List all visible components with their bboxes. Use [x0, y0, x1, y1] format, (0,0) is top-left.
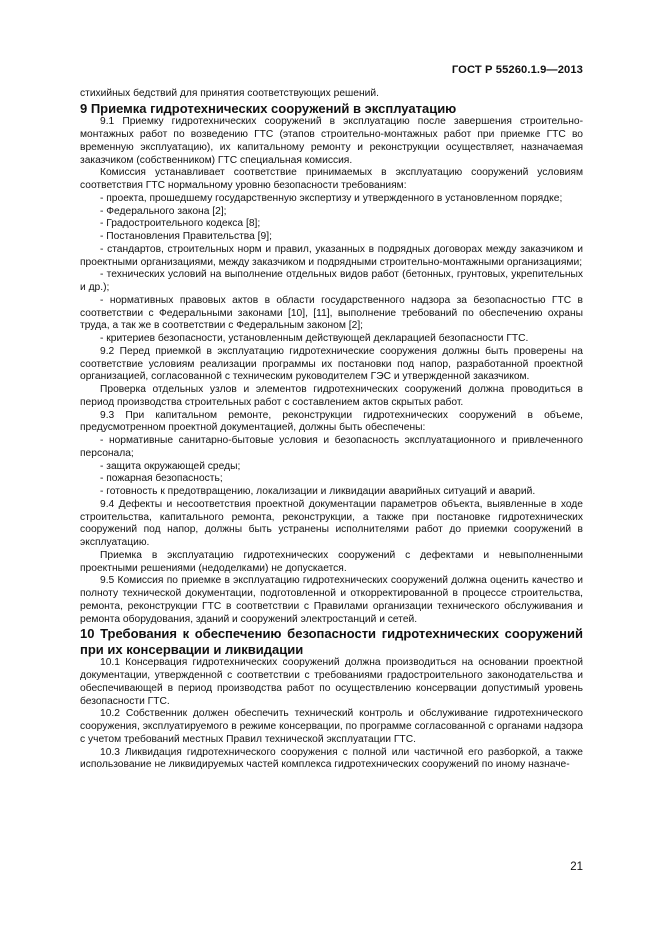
paragraph: Приемка в эксплуатацию гидротехнических сооружений с дефектами и невыполненными проектными решениями (недоделками) не допускается. — [80, 549, 583, 574]
list-item: - нормативные санитарно-бытовые условия и безопасность эксплуатационного и привлеченного персонала; — [80, 435, 583, 459]
paragraph: Комиссия устанавливает соответствие принимаемых в эксплуатацию сооружений условиям соответствия ГТС нормальному уровню безопасности требованиям: — [80, 167, 583, 191]
list-item: - проекта, прошедшему государственную экспертизу и утвержденного в установленном порядке; — [100, 192, 563, 204]
paragraph: 9.1 Приемку гидротехнических сооружений в эксплуатацию после завершения строительно-монтажных работ по возведению ГТС (этапов строительно-монтажных работ при приемке ГТС во временную эксплуатацию), их капитальному ремонту и реконструкции осуществляет, назначаемая заказчиком (собственником) ГТС специальная комиссия. — [80, 116, 583, 166]
paragraph: 9.5 Комиссия по приемке в эксплуатацию гидротехнических сооружений должна оценить качество и полноту технической документации, подготовленной и откорректированной в процессе строительства, ремонта, реконструкции ГТС в соответствии с Правилами организации технического обслуживания и ремонта оборудования, зданий и сооружений электростанций и сетей. — [80, 575, 583, 625]
paragraph: 9.3 При капитальном ремонте, реконструкции гидротехнических сооружений в объеме, предусмотренном проектной документацией, должны быть обеспечены: — [80, 409, 583, 434]
paragraph: 9.4 Дефекты и несоответствия проектной документации параметров объекта, выявленные в ходе строительства, капитального ремонта, реконструкции, а также при постановке гидротехнических сооружений под напор, должны быть устранены исполнителями работ до приемки сооружений в эксплуатацию. — [80, 498, 583, 548]
document-body — [80, 88, 583, 772]
list-item: - Градостроительного кодекса [8]; — [100, 218, 261, 230]
list-item: - нормативных правовых актов в области государственного надзора за безопасностью ГТС в соответствии с Федеральными законами [10], [11], выполнение требований по обеспечению охраны труда, а так же в соответствии с Федеральным законом [2]; — [80, 294, 583, 332]
list-item: - стандартов, строительных норм и правил, указанных в подрядных договорах между заказчиком и проектными организациями, между заказчиком и подрядными строительно-монтажными организациями; — [80, 243, 583, 268]
paragraph: 10.3 Ликвидация гидротехнического сооружения с полной или частичной его разборкой, а также использование не ликвидируемых частей комплекса гидротехнических сооружений по иному назначе- — [80, 746, 583, 771]
list-item: - защита окружающей среды; — [100, 460, 241, 472]
paragraph: Проверка отдельных узлов и элементов гидротехнических сооружений должна проводиться в период производства строительных работ с составлением актов скрытых работ. — [80, 384, 583, 408]
page-number: 21 — [570, 861, 583, 873]
section-9-heading: 9 Приемка гидротехнических сооружений в эксплуатацию — [80, 100, 457, 116]
list-item: - Федерального закона [2]; — [100, 205, 227, 217]
section-10-heading: 10 Требования к обеспечению безопасности гидротехнических сооружений при их консервации и ликвидации — [80, 626, 583, 657]
list-item: - технических условий на выполнение отдельных видов работ (бетонных, грунтовых, укрепительных и др.); — [80, 269, 583, 293]
paragraph: 10.1 Консервация гидротехнических сооружений должна производиться на основании проектной документации, утвержденной с соответствии с требованиями градостроительного законодательства и обеспечивающей в период производства работ по осуществлению консервации допустимый уровень безопасности ГТС. — [80, 657, 583, 707]
section-9-body — [80, 116, 583, 626]
intro-paragraph: стихийных бедствий для принятия соответствующих решений. — [80, 88, 379, 99]
paragraph: 10.2 Собственник должен обеспечить технический контроль и обслуживание гидротехнического сооружения, эксплуатируемого в режиме консервации, по программе согласованной с органами надзора с учетом требований местных Правил технической эксплуатации ГТС. — [80, 708, 583, 745]
paragraph: 9.2 Перед приемкой в эксплуатацию гидротехнические сооружения должны быть проверены на соответствие условиям реализации программы их постановки под напор, разработанной проектной организацией, согласованной с техническим руководителем ГЭС и утвержденной заказчиком. — [80, 345, 583, 383]
standard-designation: ГОСТ Р 55260.1.9—2013 — [451, 64, 583, 76]
list-item: - готовность к предотвращению, локализации и ликвидации аварийных ситуаций и аварий. — [100, 486, 536, 497]
list-item: - пожарная безопасность; — [100, 473, 223, 485]
list-item: - критериев безопасности, установленным действующей декларацией безопасности ГТС. — [100, 333, 529, 344]
section-10-body — [80, 657, 583, 772]
list-item: - Постановления Правительства [9]; — [100, 231, 272, 242]
